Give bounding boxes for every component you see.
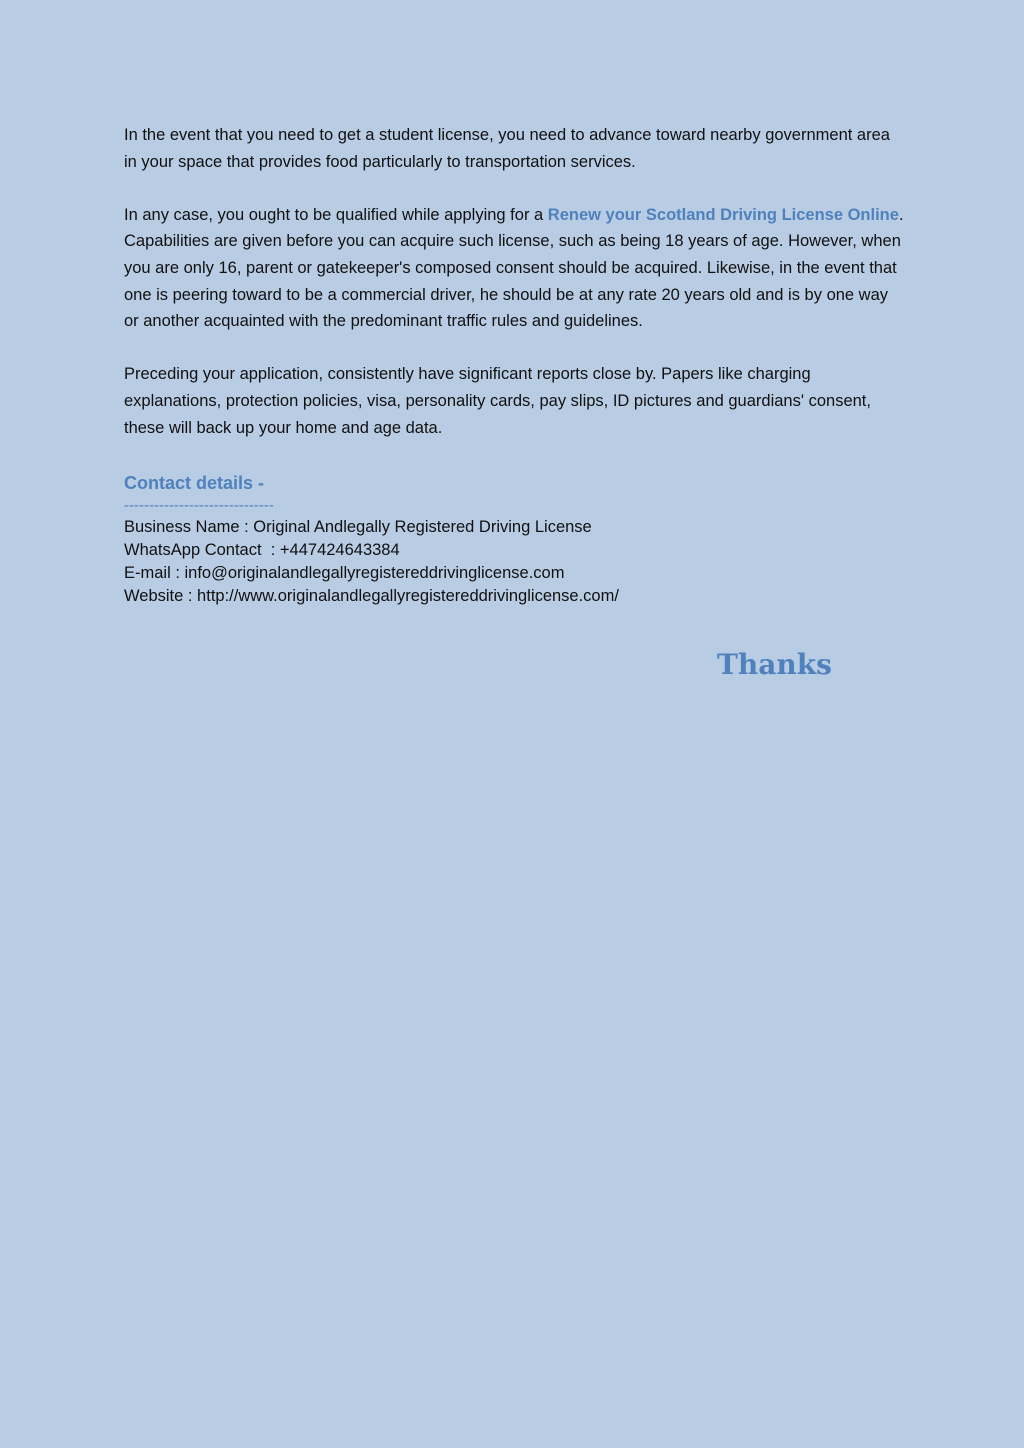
paragraph-documents: Preceding your application, consistently have significant reports close by. Papers like charging explanations, protection policies, visa, personality cards, pay slips, ID pictures and guardians' consent, these will back up your home and age data. [124,365,871,437]
paragraph-qualification-intro: In any case, you ought to be qualified while applying for a [124,205,548,224]
paragraph-qualification-rest: . Capabilities are given before you can acquire such license, such as being 18 years of age. However, when you are only 16, parent or gatekeeper's composed consent should be acquired. Likewise, in the event that one is peering toward to be a commercial driver, he should be at any rate 20 years old and is by one way or another acquainted with the predominant traffic rules and guidelines. [124,205,904,331]
document-body [124,122,904,608]
paragraph-qualification [124,202,904,335]
contact-details-heading: Contact details - [124,473,265,494]
contact-email: E-mail : info@originalandlegallyregistereddrivinglicense.com [124,564,565,583]
contact-whatsapp: WhatsApp Contact : +447424643384 [124,541,400,560]
thanks-heading: Thanks [717,648,832,681]
contact-divider: ------------------------------ [124,497,274,515]
contact-business-name: Business Name : Original Andlegally Registered Driving License [124,518,592,537]
contact-website: Website : http://www.originalandlegallyregistereddrivinglicense.com/ [124,587,619,606]
renew-license-link[interactable]: Renew your Scotland Driving License Online [547,205,899,224]
paragraph-student-license: In the event that you need to get a student license, you need to advance toward nearby government area in your space that provides food particularly to transportation services. [124,126,890,171]
